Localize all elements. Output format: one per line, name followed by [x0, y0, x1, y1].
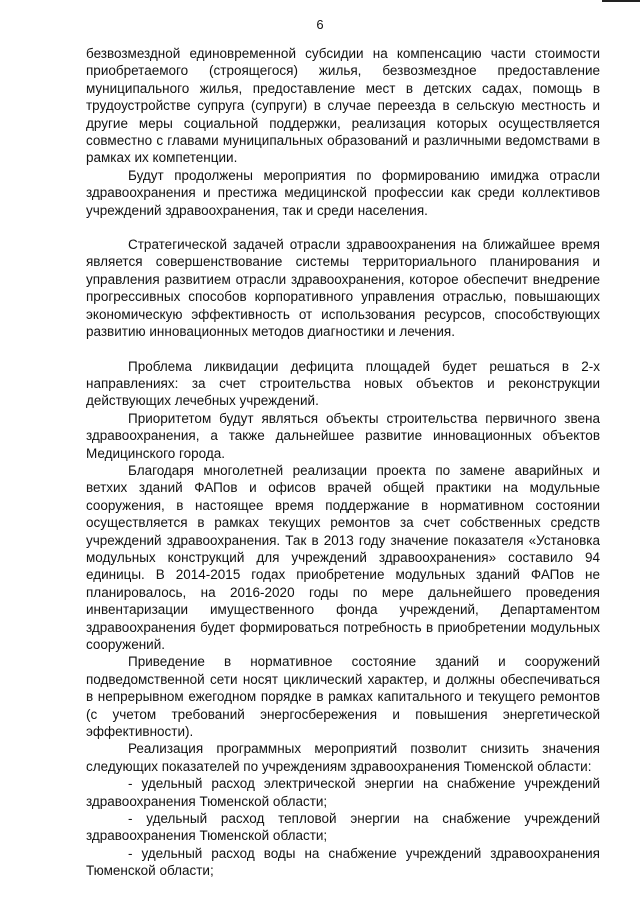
paragraph: безвозмездной единовременной субсидии на компенсацию части стоимости приобретаемого (строящегося) жилья, безвозмездное предоставление муниципального жилья, предоставление мест в детских садах, помощь в трудоустройстве супруга (супруги) в случае переезда в сельскую местность и другие меры социальной поддержки, реализация которых осуществляется совместно с главами муниципальных образований и различными ведомствами в рамках их компетенции. [86, 46, 600, 166]
page-number: 6 [316, 17, 324, 32]
corner-mark [602, 0, 640, 2]
list-item: - удельный расход электрической энергии на снабжение учреждений здравоохранения Тюменской области; [86, 776, 600, 809]
paragraph: Будут продолжены мероприятия по формированию имиджа отрасли здравоохранения и престижа медицинской профессии как среди коллективов учреждений здравоохранения, так и среди населения. [86, 167, 600, 218]
paragraph: Проблема ликвидации дефицита площадей будет решаться в 2-х направлениях: за счет строительства новых объектов и реконструкции действующих лечебных учреждений. [86, 358, 600, 409]
list-item: - удельный расход тепловой энергии на снабжение учреждений здравоохранения Тюменской области; [86, 811, 600, 844]
paragraph: Реализация программных мероприятий позволит снизить значения следующих показателей по учреждениям здравоохранения Тюменской области: [86, 741, 600, 774]
paragraph: Стратегической задачей отрасли здравоохранения на ближайшее время является совершенствование системы территориального планирования и управления развитием отрасли здравоохранения, которое обеспечит внедрение прогрессивных способов корпоративного управления отраслью, повышающих экономическую эффективность от использования ресурсов, способствующих развитию инновационных методов диагностики и лечения. [86, 237, 600, 340]
paragraph: Приоритетом будут являться объекты строительства первичного звена здравоохранения, а также дальнейшее развитие инновационных объектов Медицинского города. [86, 410, 600, 461]
document-body [86, 45, 600, 880]
list-item: - удельный расход воды на снабжение учреждений здравоохранения Тюменской области; [86, 845, 600, 879]
paragraph: Приведение в нормативное состояние зданий и сооружений подведомственной сети носят циклический характер, и должны обеспечиваться в непрерывном ежегодном порядке в рамках капитального и текущего ремонтов (с учетом требований энергосбережения и повышения энергетической эффективности). [86, 654, 600, 740]
paragraph: Благодаря многолетней реализации проекта по замене аварийных и ветхих зданий ФАПов и офисов врачей общей практики на модульные сооружения, в настоящее время поддержание в нормативном состоянии осуществляется в рамках текущих ремонтов за счет собственных средств учреждений здравоохранения. Так в 2013 году значение показателя «Установка модульных конструкций для учреждений здравоохранения» составило 94 единицы. В 2014-2015 годах приобретение модульных зданий ФАПов не планировалось, на 2016-2020 годы по мере дальнейшего проведения инвентаризации имущественного фонда учреждений, Департаментом здравоохранения будет формироваться потребность в приобретении модульных сооружений. [86, 462, 600, 652]
